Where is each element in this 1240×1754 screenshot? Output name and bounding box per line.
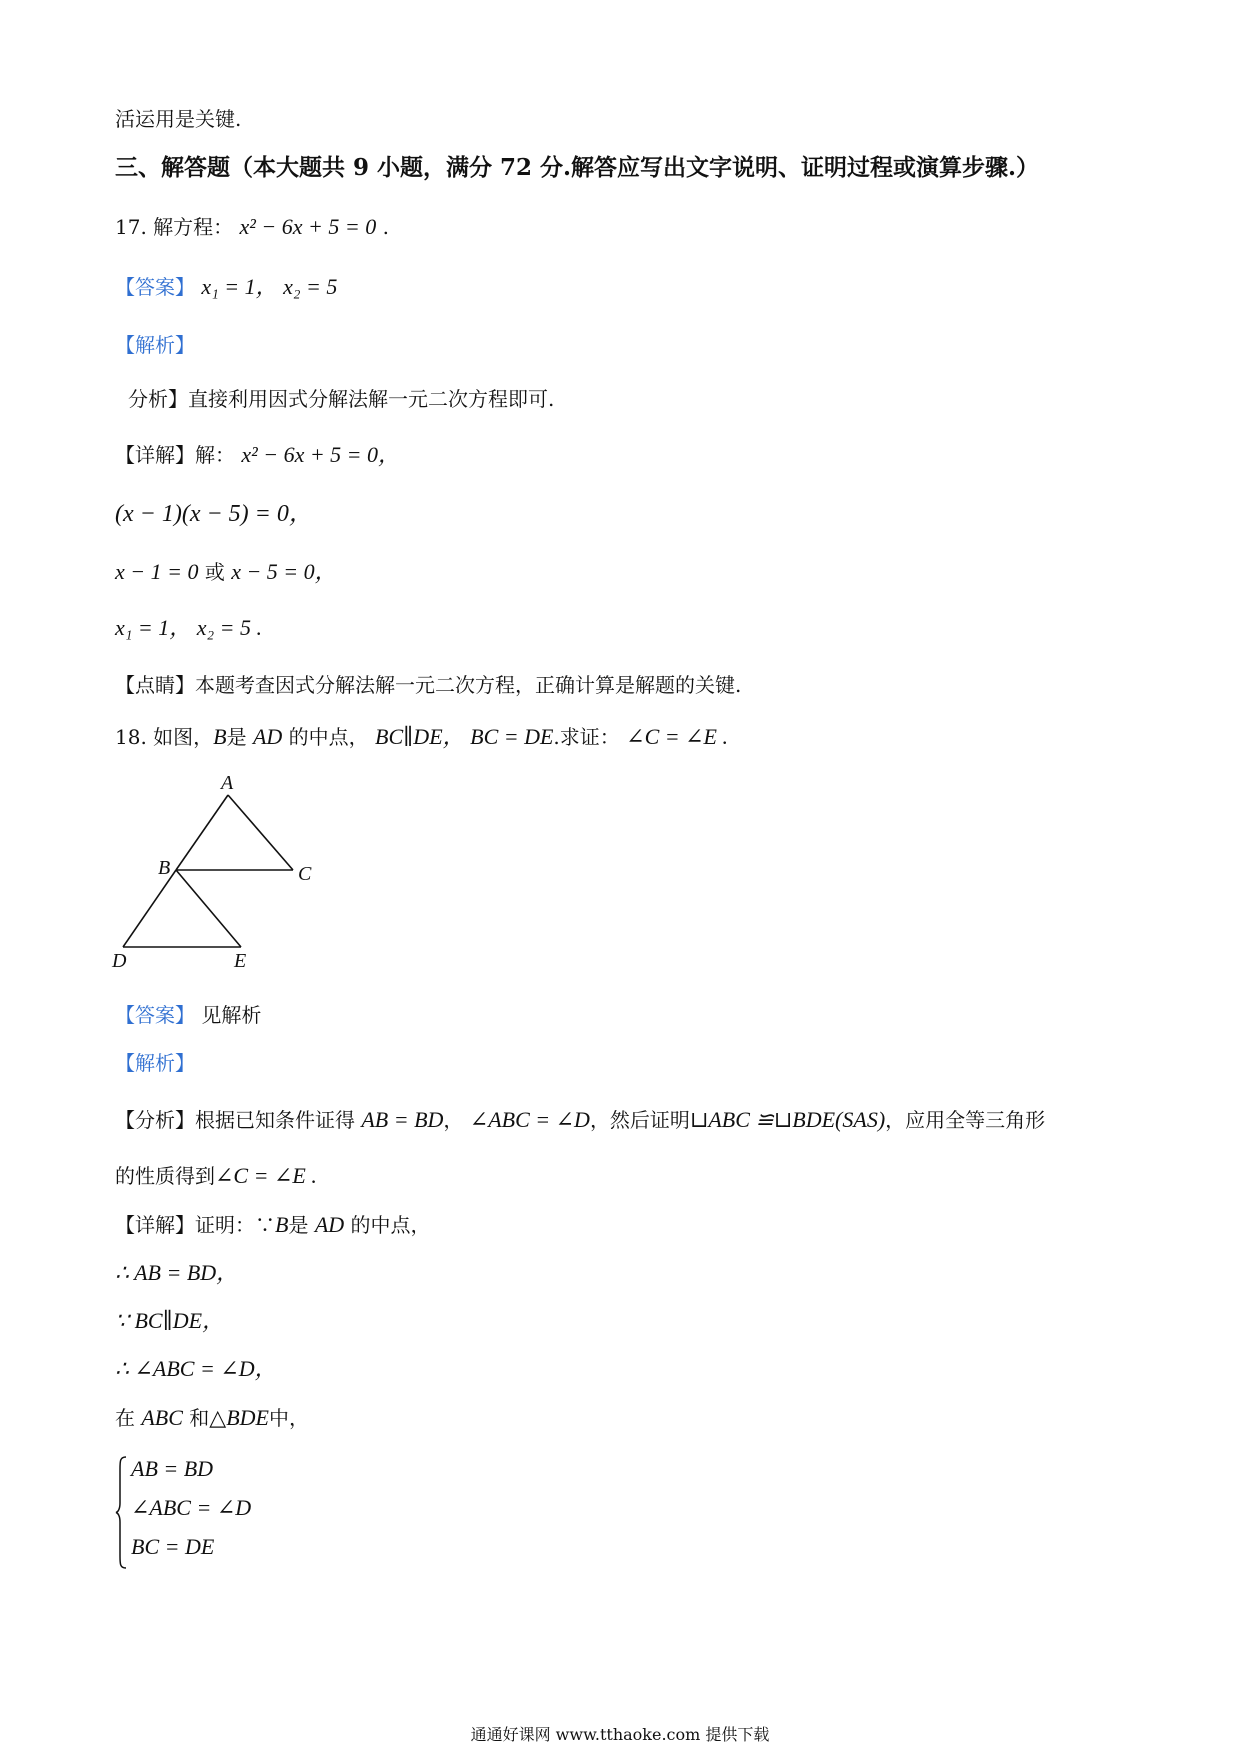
- q18-analysis-1g: ，应用全等三角形: [885, 1108, 1046, 1132]
- answer-tag: 【答案】: [115, 275, 195, 299]
- q18-step4b: ABC: [141, 1405, 183, 1430]
- label-b: B: [158, 857, 171, 879]
- intro-tail: 活运用是关键.: [115, 107, 242, 131]
- label-e: E: [234, 950, 247, 972]
- q17-detail-label: 【详解】解：: [115, 443, 235, 467]
- section-heading: 三、解答题（本大题共 9 小题，满分 72 分.解答应写出文字说明、证明过程或演算步骤.）: [115, 154, 1040, 181]
- q17-comment: 【点睛】本题考查因式分解法解一元二次方程，正确计算是解题的关键.: [115, 673, 742, 697]
- segment-ac: [228, 795, 293, 870]
- q18-prompt-e: 的中点，: [288, 725, 369, 749]
- q17-answer: [115, 273, 337, 301]
- q18-prompt-f: BC∥DE， BC = DE: [375, 724, 554, 749]
- q18-step4a: 在: [115, 1406, 135, 1430]
- q18-prompt-g: .求证：: [553, 725, 620, 749]
- q18-step4c: 和: [189, 1406, 210, 1430]
- q17-step3: x₁ = 1， x₂ = 5 .: [115, 615, 263, 640]
- q17-step2-or: 或: [204, 560, 225, 584]
- q18-analysis-1: [115, 1106, 1045, 1134]
- page-footer: 通通好课网 www.tthaoke.com 提供下载: [470, 1725, 770, 1744]
- q17-step2a: x − 1 = 0: [115, 559, 199, 584]
- label-d: D: [112, 950, 127, 972]
- system-eq-3: BC = DE: [131, 1534, 215, 1559]
- label-a: A: [221, 772, 234, 794]
- segment-be: [176, 870, 241, 947]
- q18-analysis-tag: 【解析】: [115, 1051, 195, 1075]
- q18-prompt: [115, 723, 728, 751]
- q18-analysis-2b: ∠C = ∠E .: [215, 1163, 317, 1188]
- q17-equation: x² − 6x + 5 = 0: [239, 214, 377, 239]
- q18-prompt-h: ∠C = ∠E .: [626, 724, 728, 749]
- q18-prompt-d: AD: [252, 724, 283, 749]
- q18-detail-b: B: [275, 1212, 289, 1237]
- q17-step1: (x − 1)(x − 5) = 0，: [115, 501, 313, 527]
- q17-answer-value: x₁ = 1， x₂ = 5: [201, 274, 338, 299]
- q17-step0: x² − 6x + 5 = 0，: [241, 442, 401, 467]
- q18-detail-is: 是: [288, 1213, 309, 1237]
- q18-step1: ∴ AB = BD，: [115, 1260, 239, 1285]
- q17-analysis: 分析】直接利用因式分解法解一元二次方程即可.: [128, 387, 555, 411]
- q18-step4: [115, 1404, 309, 1432]
- q17-detail: [115, 441, 400, 469]
- q17-step2b: x − 5 = 0，: [231, 559, 337, 584]
- q18-analysis-1b: AB = BD: [361, 1107, 444, 1132]
- q18-step4d: △BDE: [209, 1405, 269, 1430]
- q18-detail: [115, 1211, 431, 1239]
- q18-prompt-b: B: [213, 724, 227, 749]
- answer-tag: 【答案】: [115, 1003, 195, 1027]
- q18-detail-ad: AD: [314, 1212, 345, 1237]
- triangle-figure: [108, 770, 338, 975]
- left-brace-icon: [115, 1455, 127, 1570]
- q18-answer-value: 见解析: [201, 1003, 262, 1027]
- equation-system: [115, 1455, 315, 1570]
- q18-detail-label: 【详解】证明：∵: [115, 1213, 275, 1237]
- q18-analysis-2: [115, 1162, 317, 1190]
- q17-step2: [115, 558, 337, 586]
- segment-bd: [123, 870, 176, 947]
- q18-step2: ∵ BC∥DE，: [115, 1308, 225, 1333]
- q18-detail-mid: 的中点，: [350, 1213, 431, 1237]
- q18-analysis-1f: ⊔ABC ≌⊔BDE(SAS): [689, 1107, 886, 1132]
- system-eq-1: AB = BD: [131, 1456, 214, 1481]
- q17-analysis-tag: 【解析】: [115, 333, 195, 357]
- q18-prompt-a: 18. 如图，: [115, 725, 214, 749]
- label-c: C: [298, 863, 312, 885]
- segment-ab: [176, 795, 228, 870]
- q18-analysis-1a: 【分析】根据已知条件证得: [115, 1108, 355, 1132]
- q18-answer: [115, 1001, 261, 1029]
- q18-analysis-2a: 的性质得到: [115, 1164, 215, 1188]
- q18-step4e: 中，: [268, 1406, 309, 1430]
- q17-prompt-text: 17. 解方程：: [115, 215, 234, 239]
- q18-analysis-1e: ，然后证明: [589, 1108, 690, 1132]
- q18-prompt-c: 是: [226, 725, 247, 749]
- q18-analysis-1d: ∠ABC = ∠D: [469, 1107, 590, 1132]
- q18-step3: ∴ ∠ABC = ∠D，: [115, 1356, 277, 1381]
- system-eq-2: ∠ABC = ∠D: [131, 1495, 252, 1520]
- q17-prompt: [115, 213, 389, 241]
- q18-analysis-1c: ，: [443, 1108, 464, 1132]
- q17-prompt-end: .: [382, 215, 389, 239]
